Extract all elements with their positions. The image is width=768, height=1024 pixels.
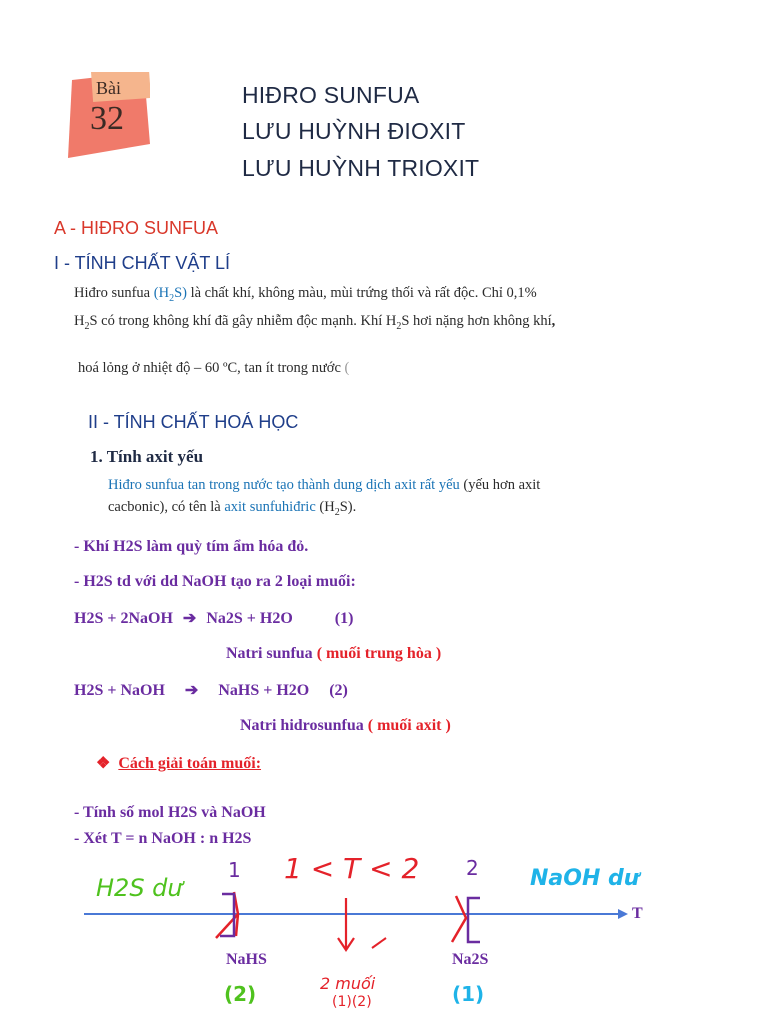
- title-line-1: HIĐRO SUNFUA: [242, 82, 420, 108]
- subsection-1-heading: 1. Tính axit yếu: [90, 447, 204, 466]
- axis-t-label: T: [632, 905, 643, 922]
- axis-arrowhead-icon: [618, 909, 628, 919]
- section-ii-heading: II - TÍNH CHẤT HOÁ HỌC: [88, 412, 299, 432]
- right-bracket-red: [452, 896, 466, 942]
- equation-1: H2S + 2NaOH ➔ Na2S + H2O (1): [74, 610, 354, 627]
- two-salts-ref: (1)(2): [332, 994, 372, 1010]
- equation-2: H2S + NaOH ➔ NaHS + H2O (2): [74, 682, 348, 699]
- section-i-heading: I - TÍNH CHẤT VẬT LÍ: [54, 253, 231, 273]
- method-heading: ❖ Cách giải toán muối:: [96, 755, 262, 772]
- naoh-excess-label: NaOH dư: [530, 866, 640, 891]
- down-arrow-icon: [338, 898, 354, 950]
- note-litmus: - Khí H2S làm quỳ tím ẩm hóa đỏ.: [74, 538, 309, 555]
- range-label: 1 < T < 2: [284, 852, 420, 885]
- left-reaction-ref: (2): [224, 982, 257, 1006]
- physical-line-3: hoá lỏng ở nhiệt độ – 60 ºC, tan ít trong nước (: [78, 360, 350, 376]
- h2s-excess-label: H2S dư: [96, 874, 183, 902]
- equation-1-name: Natri sunfua ( muối trung hòa ): [226, 645, 442, 662]
- lesson-label: Bài: [96, 78, 121, 98]
- right-reaction-ref: (1): [452, 982, 485, 1006]
- note-naoh: - H2S td với dd NaOH tạo ra 2 loại muối:: [74, 573, 356, 590]
- acid-line-2: cacbonic), có tên là axit sunfuhiđric $(H_2S)$.: [108, 499, 357, 518]
- equation-2-name: Natri hidrosunfua ( muối axit ): [240, 717, 451, 734]
- lesson-badge: [66, 72, 150, 158]
- lesson-number: 32: [90, 100, 124, 137]
- point-2-label: 2: [466, 856, 479, 880]
- section-a-heading: A - HIĐRO SUNFUA: [54, 218, 219, 238]
- step-1: - Tính số mol H2S và NaOH: [74, 804, 266, 821]
- title-line-3: LƯU HUỲNH TRIOXIT: [242, 155, 480, 181]
- salt-na2s-label: Na2S: [452, 951, 489, 968]
- title-line-2: LƯU HUỲNH ĐIOXIT: [242, 118, 466, 144]
- tick-stroke: [372, 938, 386, 948]
- physical-line-2: $H_2S$ có trong không khí đã gây nhiễm độc mạnh. Khí $H_2S$ hơi nặng hơn không khí,: [74, 313, 556, 332]
- physical-line-1: Hiđro sunfua $(H_2S)$ là chất khí, không màu, mùi trứng thối và rất độc. Chỉ 0,1%: [74, 285, 537, 304]
- step-2: - Xét T = n NaOH : n H2S: [74, 830, 252, 847]
- diamond-bullet-icon: ❖: [96, 755, 111, 772]
- salt-nahs-label: NaHS: [226, 951, 267, 968]
- right-bracket-purple: [468, 898, 480, 942]
- point-1-label: 1: [228, 858, 241, 882]
- two-salts-label: 2 muối: [320, 974, 376, 993]
- acid-line-1: Hiđro sunfua tan trong nước tạo thành dung dịch axit rất yếu (yếu hơn axit: [108, 477, 541, 493]
